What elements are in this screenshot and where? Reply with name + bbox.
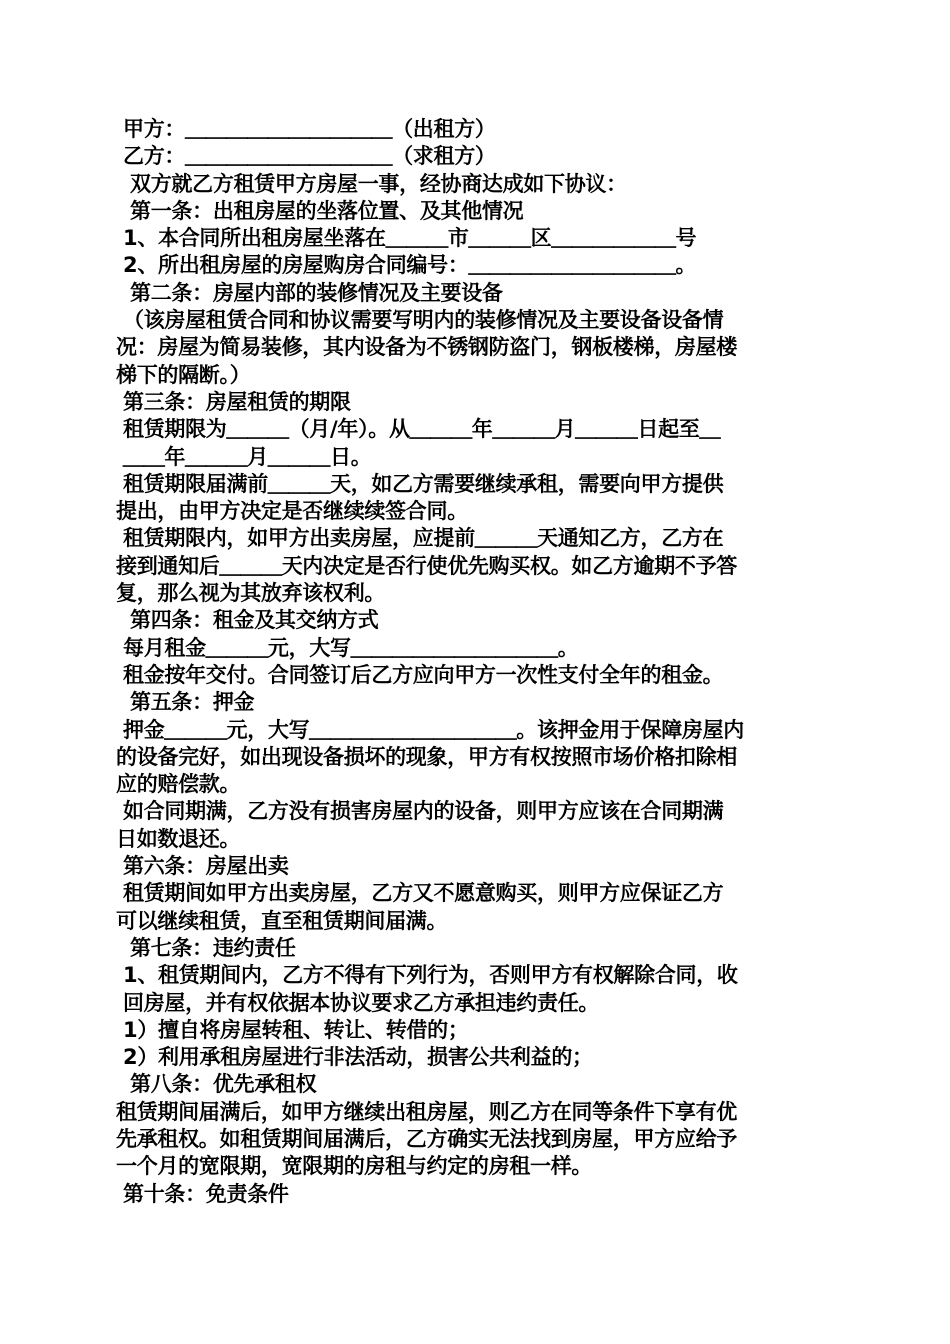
article-1-item-2: 2、所出租房屋的房屋购房合同编号：＿＿＿＿＿＿＿＿＿＿。 [116, 253, 697, 278]
article-3-text-line: 租赁期限为＿＿＿（月/年）。从＿＿＿年＿＿＿月＿＿＿日起至＿ [116, 417, 721, 442]
article-5-text-line: 如合同期满，乙方没有损害房屋内的设备，则甲方应该在合同期满 [116, 799, 724, 824]
article-7-subitem-1: 1）擅自将房屋转租、转让、转借的； [116, 1017, 469, 1042]
article-8-text-line: 租赁期间届满后，如甲方继续出租房屋，则乙方在同等条件下享有优 [116, 1099, 737, 1124]
article-7-text-line: 回房屋，并有权依据本协议要求乙方承担违约责任。 [116, 990, 600, 1015]
contract-body [116, 116, 836, 1208]
article-3-text-line: 接到通知后＿＿＿天内决定是否行使优先购买权。如乙方逾期不予答 [116, 553, 737, 578]
article-8-text-line: 先承租权。如租赁期间届满后，乙方确实无法找到房屋，甲方应给予 [116, 1126, 737, 1151]
article-8-heading: 第八条：优先承租权 [116, 1072, 317, 1097]
article-6-text-line: 租赁期间如甲方出卖房屋，乙方又不愿意购买，则甲方应保证乙方 [116, 881, 724, 906]
article-2-text-line: （该房屋租赁合同和协议需要写明内的装修情况及主要设备设备情 [116, 308, 724, 333]
article-3-text-line: 提出，由甲方决定是否继续续签合同。 [116, 499, 468, 524]
article-10-heading: 第十条：免责条件 [116, 1181, 289, 1206]
article-2-text-line: 梯下的隔断。） [116, 362, 251, 387]
article-5-text-line: 的设备完好，如出现设备损坏的现象，甲方有权按照市场价格扣除相 [116, 744, 737, 769]
article-1-item-1: 1、本合同所出租房屋坐落在＿＿＿市＿＿＿区＿＿＿＿＿＿号 [116, 226, 697, 251]
article-3-text-line: 租赁期限届满前＿＿＿天，如乙方需要继续承租，需要向甲方提供 [116, 471, 724, 496]
article-4-text-line: 每月租金＿＿＿元，大写＿＿＿＿＿＿＿＿＿＿。 [116, 635, 579, 660]
article-7-subitem-2: 2）利用承租房屋进行非法活动，损害公共利益的； [116, 1045, 593, 1070]
article-5-text-line: 应的赔偿款。 [116, 772, 241, 797]
article-1-heading: 第一条：出租房屋的坐落位置、及其他情况 [116, 198, 524, 223]
party-a-line: 甲方：＿＿＿＿＿＿＿＿＿＿（出租方） [116, 117, 496, 141]
article-3-heading: 第三条：房屋租赁的期限 [116, 389, 351, 414]
article-4-heading: 第四条：租金及其交纳方式 [116, 608, 379, 633]
article-3-text-line: 复，那么视为其放弃该权利。 [116, 581, 386, 606]
article-6-text-line: 可以继续租赁，直至租赁期间届满。 [116, 908, 448, 933]
article-2-heading: 第二条：房屋内部的装修情况及主要设备 [116, 280, 503, 305]
article-5-text-line: 日如数退还。 [116, 826, 241, 851]
article-6-heading: 第六条：房屋出卖 [116, 854, 289, 879]
article-2-text-line: 况：房屋为简易装修，其内设备为不锈钢防盗门，钢板楼梯，房屋楼 [116, 335, 737, 360]
article-3-text-line: 租赁期限内，如甲方出卖房屋，应提前＿＿＿天通知乙方，乙方在 [116, 526, 724, 551]
article-5-text-line: 押金＿＿＿元，大写＿＿＿＿＿＿＿＿＿＿。该押金用于保障房屋内 [116, 717, 745, 742]
article-5-heading: 第五条：押金 [116, 690, 255, 715]
article-7-text-line: 1、租赁期间内，乙方不得有下列行为，否则甲方有权解除合同，收 [116, 963, 738, 988]
agreement-intro: 双方就乙方租赁甲方房屋一事，经协商达成如下协议： [116, 171, 627, 196]
article-3-text-line: ＿＿年＿＿＿月＿＿＿日。 [116, 444, 372, 469]
article-7-heading: 第七条：违约责任 [116, 935, 296, 960]
article-8-text-line: 一个月的宽限期，宽限期的房租与约定的房租一样。 [116, 1154, 593, 1179]
article-4-text-line: 租金按年交付。合同签订后乙方应向甲方一次性支付全年的租金。 [116, 662, 724, 687]
party-b-line: 乙方：＿＿＿＿＿＿＿＿＿＿（求租方） [116, 144, 496, 169]
